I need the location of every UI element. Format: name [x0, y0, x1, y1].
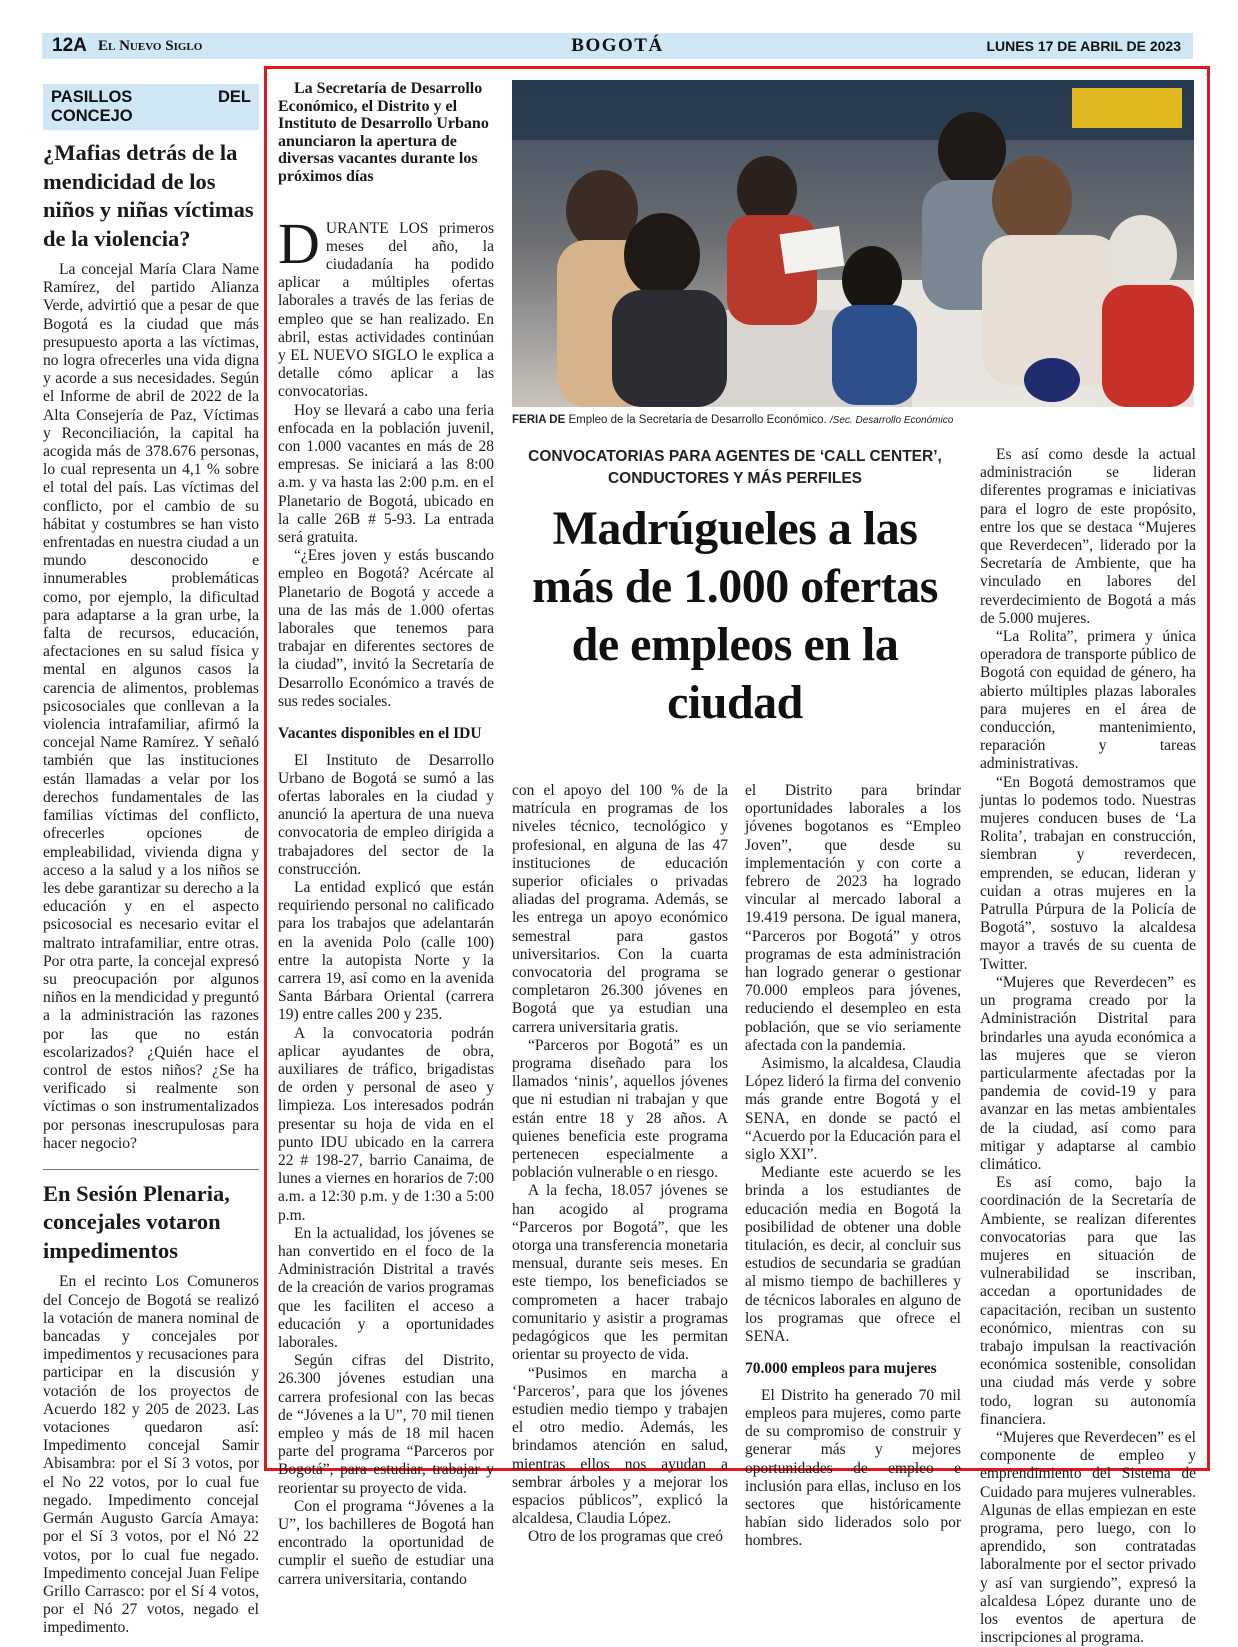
article-paragraph: “Mujeres que Reverdecen” es el componente de empleo y emprendimiento del Sistema de Cuidado para mujeres vulnerables. Algunas de ellas empiezan en este programa, pero luego, con lo aprendido, son contratadas laboralmente por el sector privado y así van surgiendo”, expresó la alcaldesa López durante uno de los eventos de apertura de inscripciones al programa. [980, 1428, 1196, 1647]
article-paragraph: Otro de los programas que creó [528, 1528, 723, 1546]
sidebar-column [43, 84, 259, 1638]
subheading-women-jobs: 70.000 empleos para mujeres [745, 1360, 937, 1378]
article-column-3 [745, 782, 961, 1551]
article-paragraph: Es así como desde la actual administración se lideran diferentes programas e iniciativas para el logro de este propósito, entre los que se destaca “Mujeres que Reverdecen”, liderado por la Secretaría de Ambiente, que ha vinculado en labores del reverdecimiento de Bogotá a más de 5.000 mujeres. [980, 446, 1196, 627]
article-paragraph: A la fecha, 18.057 jóvenes se han acogido al programa “Parceros por Bogotá”, que les otorga una transferencia monetaria mensual, durante seis meses. En este tiempo, los beneficiados se comprometen a hacer trabajo comunitario y asistir a programas pedagógicos que les permitan orientar su proyecto de vida. [512, 1182, 728, 1364]
article-paragraph: La entidad explicó que están requiriendo personal no calificado para los trabajos que adelantarán en la avenida Polo (calle 100) entre la autopista Norte y la carrera 19, así como en la avenida Santa Bárbara Oriental (carrera 19) entre calles 200 y 235. [278, 878, 494, 1024]
article-paragraph: “La Rolita”, primera y única operadora de transporte público de Bogotá con equidad de género, ha abierto múltiples plazas laborales para mujeres en el área de conducción, mantenimiento, reparación y tareas administrativas. [980, 628, 1196, 773]
photo-illustration-icon [512, 80, 1194, 407]
article-paragraph: Es así como, bajo la coordinación de la Secretaría de Ambiente, se realizan diferentes convocatorias para que las mujeres en situación de vulnerabilidad se inscriban, accedan a oportunidades de capacitación, reciban un sustento económico, mientras con su trabajo impulsan la reactivación económica sostenible, consolidan una ciudad más verde y sobre todo, logran su autonomía financiera. [980, 1174, 1196, 1428]
issue-date: LUNES 17 DE ABRIL DE 2023 [986, 38, 1181, 54]
article-column-2 [512, 782, 728, 1547]
article-paragraph: “¿Eres joven y estás buscando empleo en Bogotá? Acércate al Planetario de Bogotá y accede a una de las más de 1.000 ofertas laborales que tenemos para trabajar en diferentes sectores de la ciudad”, invitó la Secretaría de Desarrollo Económico a través de sus redes sociales. [278, 547, 494, 710]
article-paragraph: “Parceros por Bogotá” es un programa diseñado para los llamados ‘ninis’, aquellos jóvenes que ni estudian ni trabajan y que están entre 18 y 28 años. A quienes beneficia este programa pertenecen especialmente a población vulnerable o en riesgo. [512, 1036, 728, 1182]
article-paragraph: Mediante este acuerdo se les brinda a los estudiantes de educación media en Bogotá la posibilidad de obtener una doble titulación, es decir, al concluir sus estudios de secundaria se gradúan al mismo tiempo de bachilleres y de técnicos laborales en alguno de los programas que ofrece el SENA. [745, 1164, 961, 1346]
article-paragraph: “En Bogotá demostramos que juntas lo podemos todo. Nuestras mujeres conducen buses de ‘La Rolita’, trabajan en construcción, siembran y reverdecen, emprenden, se educan, lideran y cuidan a otras mujeres en la Patrulla Púrpura de la Policía de Bogotá”, sostuvo la alcaldesa mayor a través de su cuenta de Twitter. [980, 773, 1196, 973]
sidebar-headline-1: ¿Mafias detrás de la mendicidad de los niños y niñas víctimas de la violencia? [43, 140, 254, 251]
article-lead: La Secretaría de Desarrollo Económico, el Distrito y el Instituto de Desarrollo Urbano anunciaron la apertura de diversas vacantes durante los próximos días [278, 80, 489, 185]
article-column-4 [980, 446, 1196, 1647]
newspaper-brand: El Nuevo Siglo [98, 38, 203, 54]
sidebar-kicker: PASILLOS DEL CONCEJO [43, 84, 259, 130]
article-paragraph: el Distrito para brindar oportunidades laborales a los jóvenes bogotanos es “Empleo Joven”, que desde su implementación y con corte a febrero de 2023 ha logrado vincular al mercado laboral a 19.419 persona. De igual manera, “Parceros por Bogotá” y otros programas de esta administración han logrado generar o gestionar 70.000 empleos para jóvenes, reduciendo el desempleo en esta población, que se vio seriamente afectada con la pandemia. [745, 782, 961, 1054]
subheading-idu: Vacantes disponibles en el IDU [278, 725, 482, 743]
article-kicker: CONVOCATORIAS PARA AGENTES DE ‘CALL CENTER’, CONDUCTORES Y MÁS PERFILES [528, 448, 942, 487]
job-fair-photo [512, 80, 1194, 407]
drop-cap: D [278, 210, 320, 276]
article-paragraph: “Mujeres que Reverdecen” es un programa creado por la Administración Distrital para brindarles una ayuda económica a las mujeres que se vieron particularmente afectadas por la pandemia de covid-19 y para avanzar en las metas ambientales de la ciudad, así como para mitigar y adaptarse al cambio climático. [980, 973, 1196, 1173]
page-number: 12A [52, 35, 87, 56]
page-header [42, 33, 1193, 59]
article-paragraph: Con el programa “Jóvenes a la U”, los bachilleres de Bogotá han encontrado la oportunidad de cumplir el sueño de estudiar una carrera universitaria, contando [278, 1497, 494, 1588]
section-title: BOGOTÁ [571, 35, 664, 56]
sidebar-headline-2: En Sesión Plenaria, concejales votaron impedimentos [43, 1169, 259, 1266]
article-paragraph: En la actualidad, los jóvenes se han convertido en el foco de la Administración Distrital a través de la creación de varios programas que les faciliten el acceso a educación y a oportunidades laborales. [278, 1224, 494, 1352]
article-paragraph: Según cifras del Distrito, 26.300 jóvenes estudian una carrera profesional con las becas de “Jóvenes a la U”, 70 mil tienen empleo y más de 18 mil hacen parte del programa “Parceros por Bogotá”, para estudiar, trabajar y reorientar su proyecto de vida. [278, 1352, 494, 1497]
article-paragraph: Hoy se llevará a cabo una feria enfocada en la población juvenil, con 1.000 vacantes en más de 28 empresas. Se iniciará a las 8:00 a.m. y va hasta las 2:00 p.m. en el Planetario de Bogotá, ubicado en la calle 26B # 5-93. La entrada será gratuita. [278, 401, 494, 547]
article-paragraph: “Pusimos en marcha a ‘Parceros’, para que los jóvenes estudien medio tiempo y trabajen el otro medio. Además, les brindamos atención en salud, mientras ellos nos ayudan a sembrar árboles y a mejorar los espacios públicos”, explicó la alcaldesa, Claudia López. [512, 1364, 728, 1528]
article-paragraph: Asimismo, la alcaldesa, Claudia López lideró la firma del convenio más grande entre Bogotá y el SENA, en donde se pactó el “Acuerdo por la Educación para el siglo XXI”. [745, 1055, 961, 1164]
article-headline: Madrúgueles a las más de 1.000 ofertas de empleos en la ciudad [532, 502, 938, 729]
article-paragraph: A la convocatoria podrán aplicar ayudantes de obra, auxiliares de tráfico, brigadistas de orden y personal de aseo y limpieza. Los interesados podrán presentar su hoja de vida en el punto IDU ubicado en la carrera 22 # 198-27, barrio Canaima, de lunes a viernes en horarios de 7:00 a.m. a 12:30 p.m. y de 1:30 a 5:00 p.m. [278, 1024, 494, 1224]
sidebar-paragraph: En el recinto Los Comuneros del Concejo de Bogotá se realizó la votación de manera nominal de bancadas y concejales por impedimentos y recusaciones para participar en la discusión y votación de los proyectos de Acuerdo 182 y 205 de 2023. Las votaciones quedaron así: Impedimento concejal Samir Abisambra: por el Sí 3 votos, por el No 22 votos, por lo cual fue negado. Impedimento concejal Germán Augusto García Amaya: por el Sí 3 votos, por el Nó 22 votos, por lo cual fue negado. Impedimento concejal Juan Felipe Grillo Carrasco: por el Sí 4 votos, por el Nó 27 votos, negado el impedimento. [43, 1273, 259, 1637]
article-column-1 [278, 80, 494, 1589]
photo-caption: FERIA DE Empleo de la Secretaría de Desarrollo Económico. /Sec. Desarrollo Económico [512, 414, 954, 426]
article-paragraph: El Instituto de Desarrollo Urbano de Bogotá se sumó a las ofertas laborales en la ciudad y anunció la apertura de una nueva convocatoria de empleo dirigida a trabajadores del sector de la construcción. [278, 751, 494, 878]
article-paragraph: El Distrito ha generado 70 mil empleos para mujeres, como parte de su compromiso de construir y generar más y mejores oportunidades de empleo e inclusión para ellas, incluso en los sectores que históricamente habían sido liderados solo por hombres. [745, 1386, 961, 1550]
article-paragraph: con el apoyo del 100 % de la matrícula en programas de los niveles técnico, tecnológico y profesional, en alguna de las 47 instituciones de educación superior oficiales o privadas aliadas del programa. Además, se les entrega un apoyo económico semestral para gastos universitarios. Con la cuarta convocatoria del programa se completaron 26.300 jóvenes en Bogotá que ya estudian una carrera universitaria gratis. [512, 782, 728, 1036]
sidebar-paragraph: La concejal María Clara Name Ramírez, del partido Alianza Verde, advirtió que a pesar de que Bogotá es la ciudad que más presupuesto aporta a las víctimas, no logra ofrecerles una vida digna y acorde a sus necesidades. Según el Informe de abril de 2022 de la Alta Consejería de Paz, Víctimas y Reconciliación, la capital ha acogida más de 378.676 personas, lo cual representa un 4,1 % sobre el total del país. Las víctimas del conflicto, por el cambio de su hábitat y costumbres se han visto enfrentadas en nuestra ciudad a un mundo desconocido e innumerables problemáticas como, por ejemplo, la dificultad para adaptarse a la gran urbe, la falta de recursos, educación, afectaciones en su salud física y mental en algunos casos la carencia de alimentos, problemas psicosociales que conllevan a la violencia intrafamiliar, afirmó la concejal Name Ramírez. Y señaló también que las instituciones están llamadas a velar por los derechos fundamentales de las familias víctimas del conflicto, ofrecerles opciones de empleabilidad, vivienda digna y acceso a la salud y a los niños se les debe garantizar su derecho a la educación y en el aspecto psicosocial es necesario evitar el maltrato intrafamiliar, entre otras. Por otra parte, la concejal expresó su preocupación por algunos niños en la mendicidad y preguntó a la administración las razones por las que no están escolarizados? ¿Quién hace el control de estos niños? ¿Se ha verificado si realmente son víctimas o son instrumentalizados por personas inescrupulosas para hacer negocio? [43, 261, 259, 1152]
first-paragraph: DURANTE LOS primeros meses del año, la ciudadanía ha podido aplicar a múltiples ofertas laborales a través de las ferias de empleo que se han realizado. En abril, estas actividades continúan y EL NUEVO SIGLO le explica a detalle cómo aplicar a las convocatorias. [278, 210, 494, 401]
